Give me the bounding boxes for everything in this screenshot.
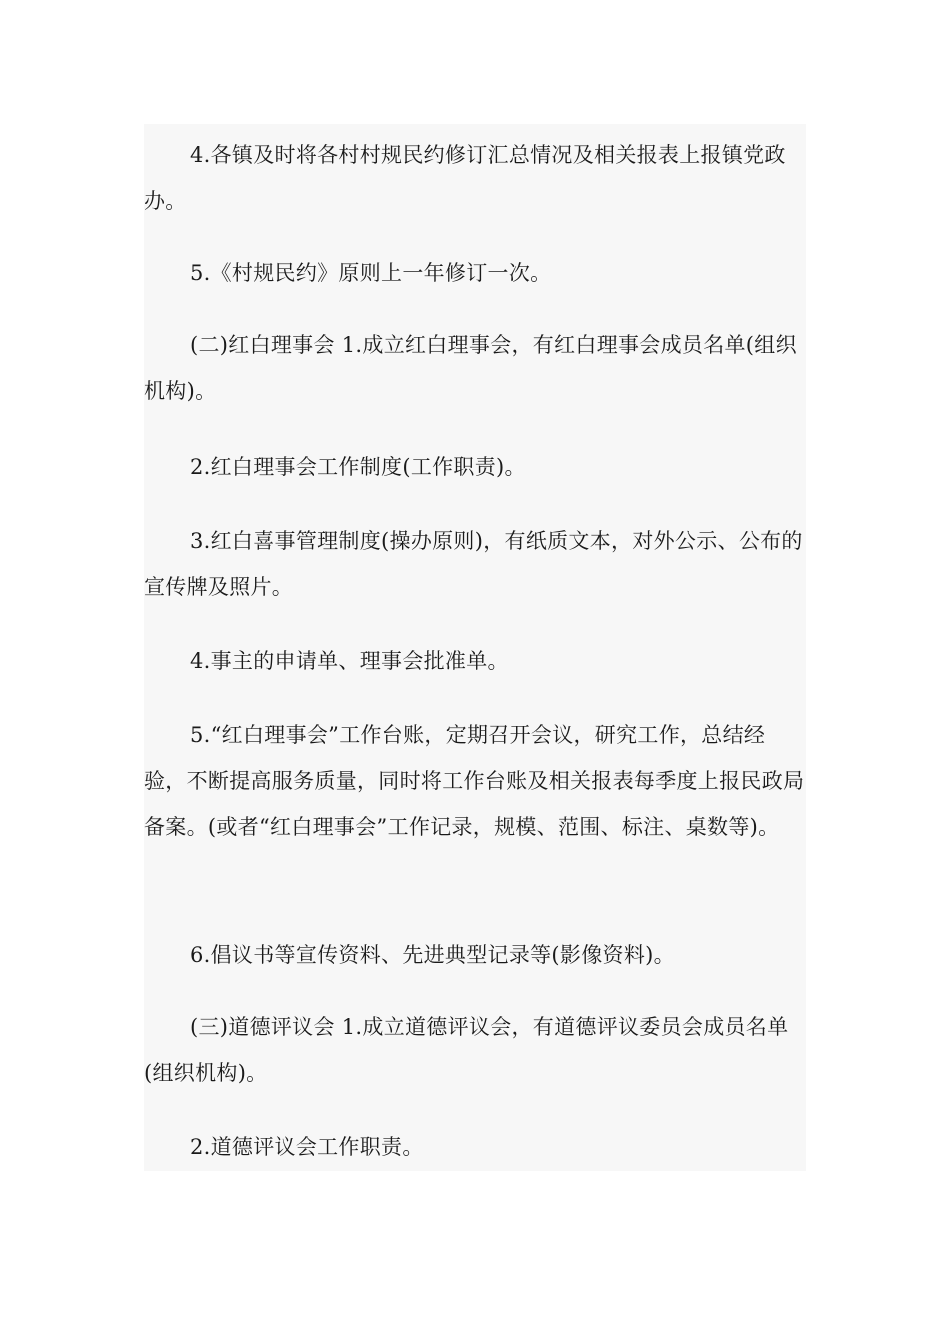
document-body — [144, 124, 806, 1171]
paragraph-red-white-council-system: 2.红白理事会工作制度(工作职责)。 — [190, 455, 526, 479]
paragraph-wedding-funeral-management: 3.红白喜事管理制度(操办原则)，有纸质文本，对外公示、公布的宣传牌及照片。 — [144, 529, 803, 599]
paragraph-promotion-materials: 6.倡议书等宣传资料、先进典型记录等(影像资料)。 — [190, 943, 675, 967]
paragraph-council-ledger: 5.“红白理事会”工作台账，定期召开会议，研究工作，总结经验，不断提高服务质量，同时将工作台账及相关报表每季度上报民政局备案。(或者“红白理事会”工作记录，规模、范围、标注、桌数等)。 — [144, 723, 805, 839]
paragraph-application-approval: 4.事主的申请单、理事会批准单。 — [190, 649, 509, 673]
paragraph-moral-council-establish: (三)道德评议会 1.成立道德评议会，有道德评议委员会成员名单(组织机构)。 — [144, 1015, 789, 1085]
paragraph-village-rules-report: 4.各镇及时将各村村规民约修订汇总情况及相关报表上报镇党政办。 — [144, 143, 786, 213]
paragraph-village-rules-revision: 5.《村规民约》原则上一年修订一次。 — [190, 261, 552, 285]
paragraph-red-white-council-establish: (二)红白理事会 1.成立红白理事会，有红白理事会成员名单(组织机构)。 — [144, 333, 797, 403]
paragraph-moral-council-duties: 2.道德评议会工作职责。 — [190, 1135, 424, 1159]
